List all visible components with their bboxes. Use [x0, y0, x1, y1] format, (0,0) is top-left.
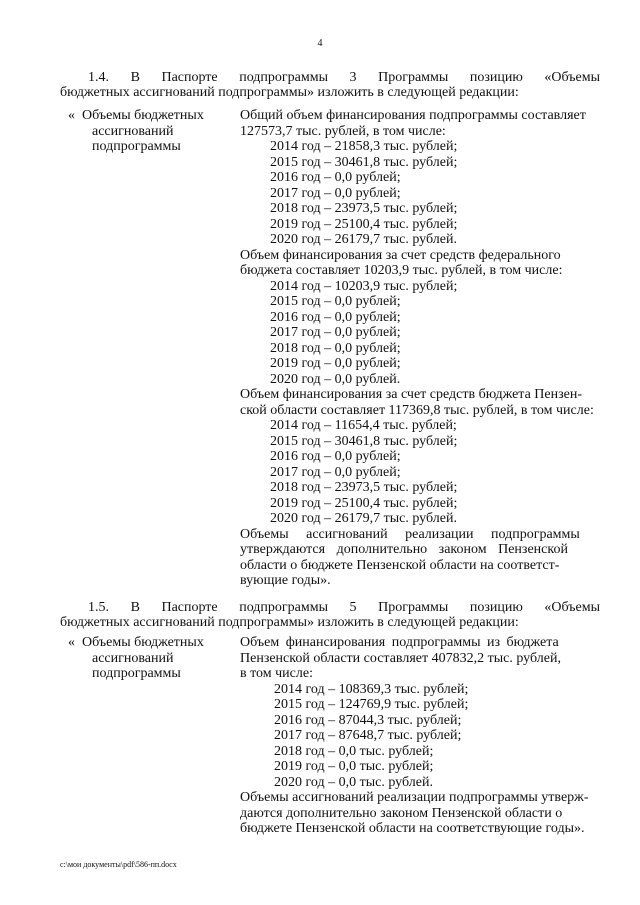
left-label-line: Объемы бюджетных: [82, 635, 204, 650]
closing-line: Объемы ассигнований реализации подпрограммы утверж-: [240, 790, 589, 805]
closing-line: области о бюджете Пензенской области на соответст-: [240, 557, 560, 573]
federal-funding-line1: Объем финансирования за счет средств федерального: [240, 247, 561, 263]
regional-year-item: 2014 год – 11654,4 тыс. рублей;: [270, 418, 457, 433]
left-label-line: подпрограммы: [92, 139, 181, 154]
section-1-4-intro-line1: 1.4. В Паспорте подпрограммы 3 Программы позицию «Объемы: [88, 70, 600, 85]
year-item: 2020 год – 0,0 тыс. рублей.: [274, 774, 433, 790]
total-year-item: 2015 год – 30461,8 тыс. рублей;: [270, 154, 458, 170]
left-label-line: ассигнований: [92, 123, 174, 139]
federal-year-item: 2016 год – 0,0 рублей;: [270, 309, 401, 325]
regional-funding-line1: Объем финансирования за счет средств бюджета Пензен-: [240, 387, 583, 402]
federal-year-item: 2017 год – 0,0 рублей;: [270, 325, 401, 340]
federal-year-item: 2018 год – 0,0 рублей;: [270, 340, 401, 356]
closing-line: бюджете Пензенской области на соответствующие годы».: [240, 821, 585, 836]
year-item: 2016 год – 87044,3 тыс. рублей;: [274, 712, 462, 728]
total-year-item: 2017 год – 0,0 рублей;: [270, 185, 401, 201]
year-item: 2015 год – 124769,9 тыс. рублей;: [274, 697, 469, 712]
regional-year-item: 2020 год – 26179,7 тыс. рублей.: [270, 511, 457, 526]
total-year-item: 2014 год – 21858,3 тыс. рублей;: [270, 139, 458, 154]
opening-quote-mark: «: [68, 108, 75, 123]
regional-year-item: 2017 год – 0,0 рублей;: [270, 464, 401, 480]
section-1-4-table: [68, 108, 608, 588]
regional-year-item: 2018 год – 23973,5 тыс. рублей;: [270, 480, 458, 495]
regional-year-item: 2015 год – 30461,8 тыс. рублей;: [270, 433, 458, 449]
total-funding-line1: Общий объем финансирования подпрограммы составляет: [240, 108, 586, 123]
left-label-line: подпрограммы: [92, 666, 181, 681]
total-year-item: 2016 год – 0,0 рублей;: [270, 170, 401, 185]
regional-funding-line2: ской области составляет 117369,8 тыс. рублей, в том числе:: [240, 402, 594, 418]
year-item: 2014 год – 108369,3 тыс. рублей;: [274, 681, 469, 697]
federal-year-item: 2020 год – 0,0 рублей.: [270, 371, 401, 387]
section-1-4-right-content: [240, 108, 601, 589]
year-item: 2018 год – 0,0 тыс. рублей;: [274, 743, 434, 759]
closing-line: Объемы ассигнований реализации подпрограммы: [240, 526, 580, 542]
section-1-4-intro: [60, 70, 600, 100]
total-year-item: 2020 год – 26179,7 тыс. рублей.: [270, 232, 457, 247]
section-1-4-intro-line2: бюджетных ассигнований подпрограммы» изложить в следующей редакции:: [60, 85, 519, 100]
regional-year-item: 2016 год – 0,0 рублей;: [270, 449, 401, 464]
section-1-5-left-label: [82, 635, 232, 682]
funding-line: в том числе:: [240, 666, 313, 681]
total-year-item: 2019 год – 25100,4 тыс. рублей;: [270, 216, 458, 232]
section-1-4-left-label: [82, 108, 232, 155]
federal-year-item: 2015 год – 0,0 рублей;: [270, 294, 401, 309]
closing-line: вующие годы».: [240, 573, 331, 588]
year-item: 2019 год – 0,0 тыс. рублей;: [274, 759, 434, 774]
page-number: 4: [317, 38, 323, 49]
footer-file-path: c:\мои документы\pdf\586-пп.docx: [60, 860, 177, 869]
federal-year-item: 2014 год – 10203,9 тыс. рублей;: [270, 278, 458, 294]
left-label-line: ассигнований: [92, 650, 174, 666]
total-funding-line2: 127573,7 тыс. рублей, в том числе:: [240, 123, 446, 139]
section-1-5-right-content: [240, 635, 601, 837]
closing-line: утверждаются дополнительно законом Пензенской: [240, 542, 568, 557]
federal-year-item: 2019 год – 0,0 рублей;: [270, 356, 401, 371]
federal-funding-line2: бюджета составляет 10203,9 тыс. рублей, в том числе:: [240, 263, 563, 278]
funding-line: Пензенской области составляет 407832,2 тыс. рублей,: [240, 650, 561, 666]
regional-year-item: 2019 год – 25100,4 тыс. рублей;: [270, 495, 458, 511]
left-label-line: Объемы бюджетных: [82, 108, 204, 123]
section-1-5-intro-line1: 1.5. В Паспорте подпрограммы 5 Программы позицию «Объемы: [88, 600, 600, 615]
section-1-5-intro: [60, 600, 600, 630]
closing-line: даются дополнительно законом Пензенской области о: [240, 805, 563, 821]
total-year-item: 2018 год – 23973,5 тыс. рублей;: [270, 201, 458, 216]
section-1-5-intro-line2: бюджетных ассигнований подпрограммы» изложить в следующей редакции:: [60, 615, 519, 630]
funding-line: Объем финансирования подпрограммы из бюджета: [240, 635, 559, 650]
section-1-5-table: [68, 635, 608, 845]
year-item: 2017 год – 87648,7 тыс. рублей;: [274, 728, 462, 743]
opening-quote-mark: «: [68, 635, 75, 650]
